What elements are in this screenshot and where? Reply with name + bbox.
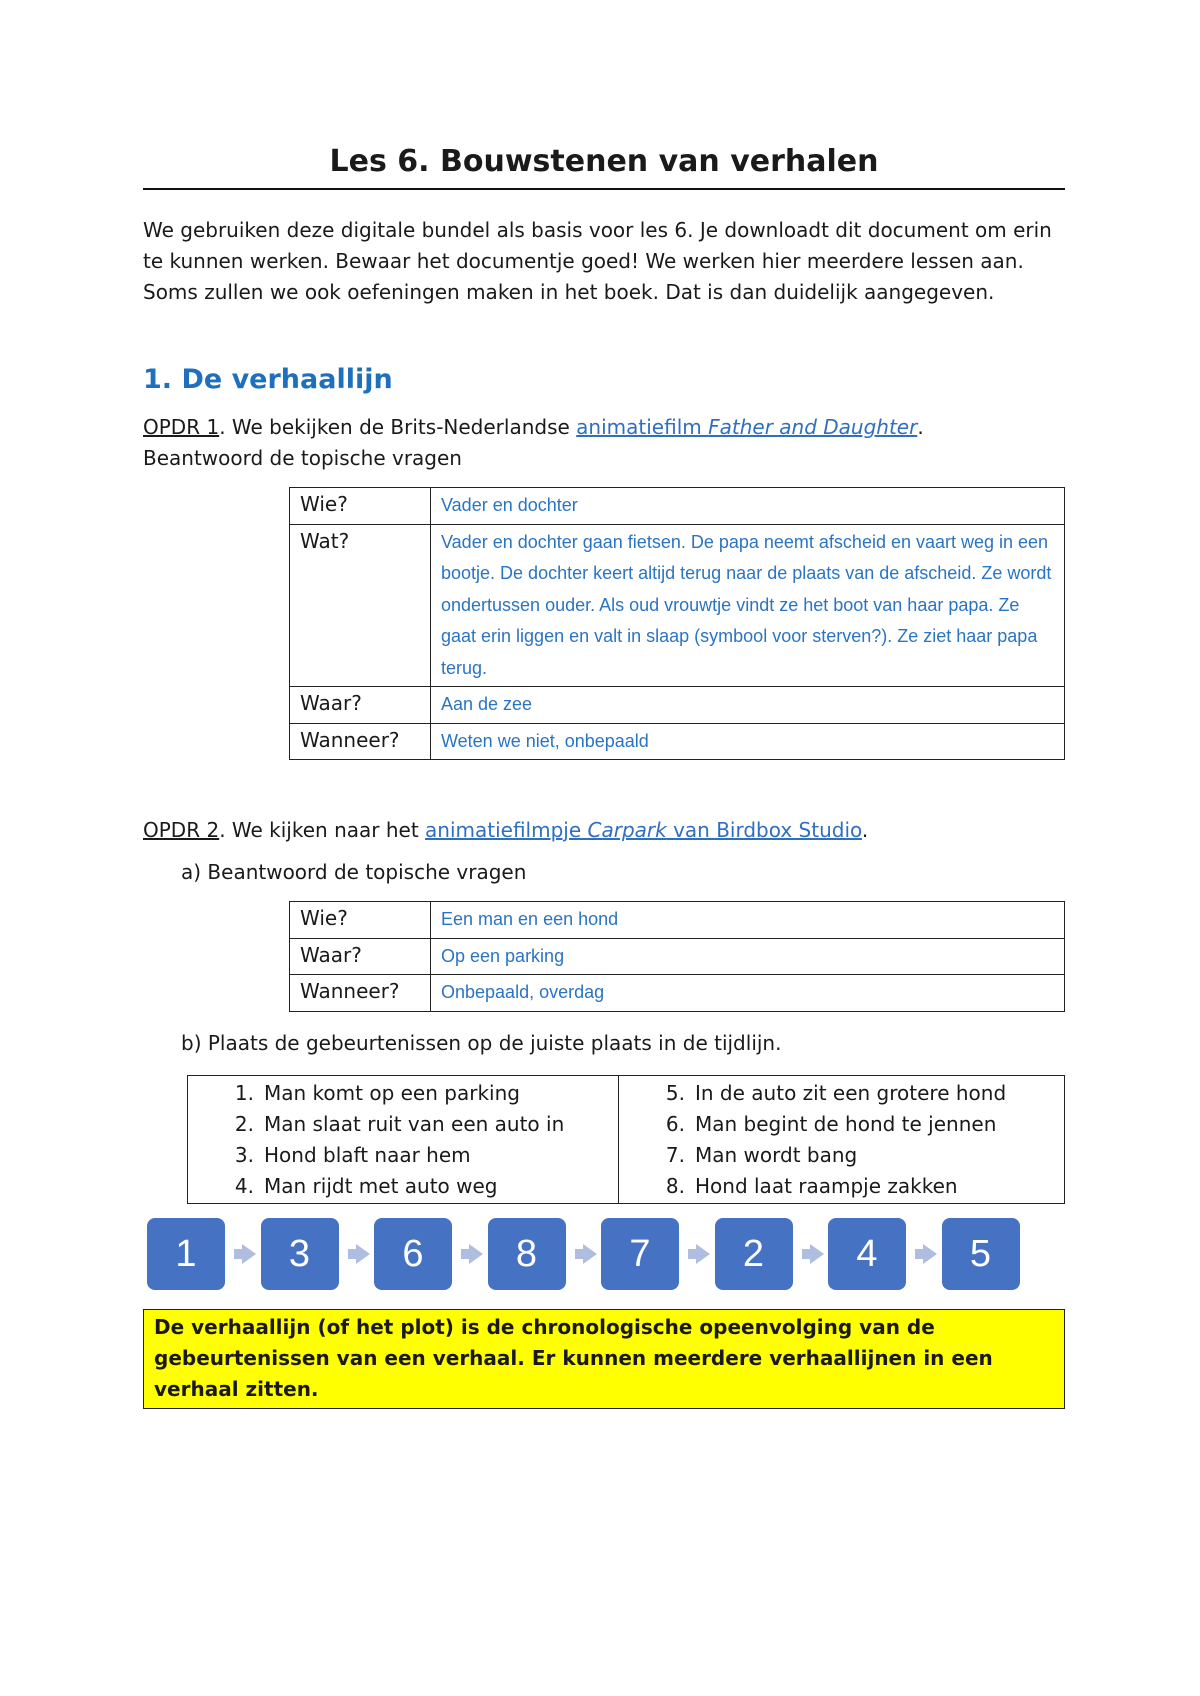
opdr1-row <box>290 524 1065 687</box>
opdr2-label: OPDR 2 <box>143 818 220 842</box>
answer-cell[interactable]: Op een parking <box>431 938 1065 975</box>
arrow-right-icon <box>696 1244 710 1264</box>
event-text: Man wordt bang <box>695 1143 858 1167</box>
page-title: Les 6. Bouwstenen van verhalen <box>143 140 1065 190</box>
opdr1-question-table <box>289 487 1065 760</box>
event-text: Hond laat raampje zakken <box>695 1174 958 1198</box>
event-text: Man rijdt met auto weg <box>264 1174 498 1198</box>
timeline <box>147 1218 1047 1290</box>
opdr1-row <box>290 687 1065 724</box>
question-cell: Waar? <box>290 687 431 724</box>
event-item <box>188 1171 618 1202</box>
event-number: 6. <box>665 1112 685 1136</box>
definition-box: De verhaallijn (of het plot) is de chronologische opeenvolging van de gebeurtenissen van een verhaal. Er kunnen meerdere verhaallijnen in een verhaal zitten. <box>143 1309 1065 1409</box>
event-text: Hond blaft naar hem <box>264 1143 471 1167</box>
event-number: 2. <box>234 1112 254 1136</box>
timeline-step[interactable]: 8 <box>488 1218 566 1290</box>
event-item <box>188 1140 618 1171</box>
arrow-right-icon <box>810 1244 824 1264</box>
timeline-step[interactable]: 7 <box>601 1218 679 1290</box>
answer-cell[interactable]: Weten we niet, onbepaald <box>431 723 1065 760</box>
events-table <box>187 1075 1065 1204</box>
event-text: In de auto zit een grotere hond <box>695 1081 1007 1105</box>
event-number: 5. <box>665 1081 685 1105</box>
opdr2-row <box>290 902 1065 939</box>
event-number: 4. <box>234 1174 254 1198</box>
question-cell: Wanneer? <box>290 975 431 1012</box>
arrow-right-icon <box>469 1244 483 1264</box>
opdr1-instruction: OPDR 1. We bekijken de Brits-Nederlandse animatiefilm Father and Daughter. Beantwoord de topische vragen <box>143 415 924 470</box>
event-item <box>619 1171 1064 1202</box>
arrow-right-icon <box>583 1244 597 1264</box>
opdr2-row <box>290 938 1065 975</box>
answer-cell[interactable]: Aan de zee <box>431 687 1065 724</box>
timeline-step[interactable]: 5 <box>942 1218 1020 1290</box>
events-column-left <box>188 1076 619 1204</box>
arrow-right-icon <box>923 1244 937 1264</box>
arrow-right-icon <box>242 1244 256 1264</box>
arrow-right-icon <box>356 1244 370 1264</box>
opdr2-instruction: OPDR 2. We kijken naar het animatiefilmpje Carpark van Birdbox Studio. <box>143 818 869 842</box>
event-item <box>188 1109 618 1140</box>
opdr2-sub-a: a) Beantwoord de topische vragen <box>181 860 527 884</box>
intro-paragraph: We gebruiken deze digitale bundel als basis voor les 6. Je downloadt dit document om erin te kunnen werken. Bewaar het documentje goed! We werken hier meerdere lessen aan. Soms zullen we ook oefeningen maken in het boek. Dat is dan duidelijk aangegeven. <box>143 218 1052 304</box>
event-item <box>619 1109 1064 1140</box>
opdr1-row <box>290 723 1065 760</box>
answer-cell[interactable]: Vader en dochter <box>431 488 1065 525</box>
answer-cell[interactable]: Onbepaald, overdag <box>431 975 1065 1012</box>
event-item <box>619 1140 1064 1171</box>
event-text: Man begint de hond te jennen <box>695 1112 997 1136</box>
opdr2-question-table <box>289 901 1065 1012</box>
timeline-step[interactable]: 2 <box>715 1218 793 1290</box>
timeline-step[interactable]: 6 <box>374 1218 452 1290</box>
section-heading: 1. De verhaallijn <box>143 364 393 395</box>
event-item <box>619 1078 1064 1109</box>
opdr1-label: OPDR 1 <box>143 415 220 439</box>
answer-cell[interactable]: Vader en dochter gaan fietsen. De papa neemt afscheid en vaart weg in een bootje. De dochter keert altijd terug naar de plaats van de afscheid. Ze wordt ondertussen ouder. Als oud vrouwtje vindt ze het boot van haar papa. Ze gaat erin liggen en valt in slaap (symbool voor sterven?). Ze ziet haar papa terug. <box>431 524 1065 687</box>
opdr1-line2: Beantwoord de topische vragen <box>143 446 462 470</box>
timeline-step[interactable]: 4 <box>828 1218 906 1290</box>
question-cell: Wat? <box>290 524 431 687</box>
question-cell: Wanneer? <box>290 723 431 760</box>
father-and-daughter-link[interactable]: animatiefilm Father and Daughter <box>576 415 918 439</box>
event-number: 3. <box>234 1143 254 1167</box>
opdr1-row <box>290 488 1065 525</box>
question-cell: Wie? <box>290 488 431 525</box>
opdr1-text: . We bekijken de Brits-Nederlandse <box>219 415 577 439</box>
event-number: 1. <box>234 1081 254 1105</box>
opdr2-text: . We kijken naar het <box>219 818 426 842</box>
timeline-step[interactable]: 3 <box>261 1218 339 1290</box>
opdr2-row <box>290 975 1065 1012</box>
question-cell: Waar? <box>290 938 431 975</box>
event-item <box>188 1078 618 1109</box>
event-text: Man komt op een parking <box>264 1081 520 1105</box>
timeline-step[interactable]: 1 <box>147 1218 225 1290</box>
answer-cell[interactable]: Een man en een hond <box>431 902 1065 939</box>
event-text: Man slaat ruit van een auto in <box>264 1112 565 1136</box>
carpark-link[interactable]: animatiefilmpje Carpark van Birdbox Studio <box>425 818 862 842</box>
opdr2-sub-b: b) Plaats de gebeurtenissen op de juiste plaats in de tijdlijn. <box>181 1031 782 1055</box>
events-column-right <box>619 1076 1065 1204</box>
question-cell: Wie? <box>290 902 431 939</box>
event-number: 7. <box>665 1143 685 1167</box>
event-number: 8. <box>665 1174 685 1198</box>
